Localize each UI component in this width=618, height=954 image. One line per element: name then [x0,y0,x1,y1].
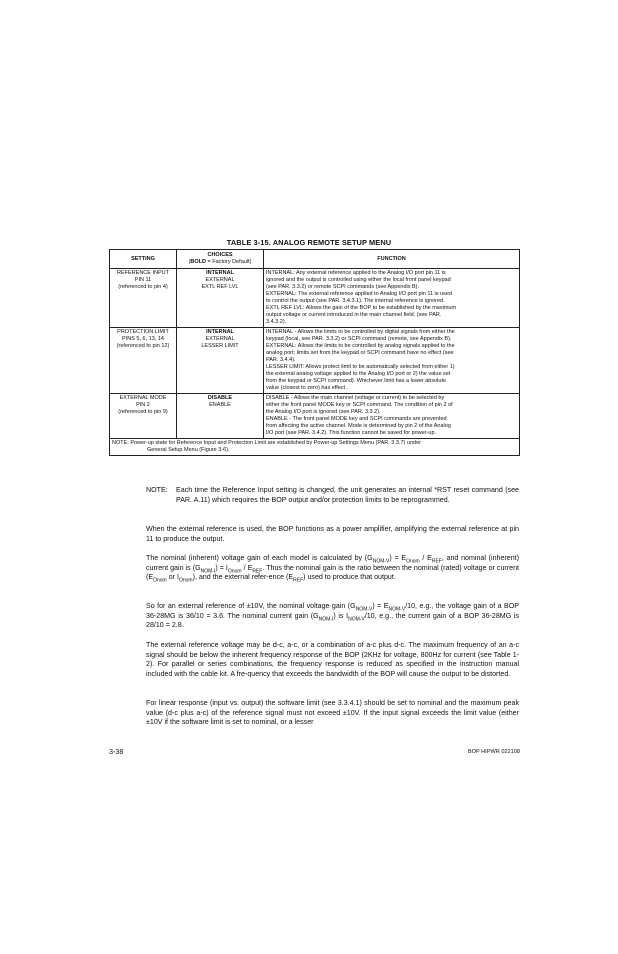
function-line: EXTL REF LVL: Allows the gain of the BOP to be established by the maximum [266,305,457,311]
setting-line: PROTECTION LIMIT [117,329,169,335]
text-run: ) = I [215,563,228,572]
text-run: . Thus the nominal gain is the ratio between the nominal (rated) voltage or current (E [146,563,520,582]
function-cell [264,394,520,439]
setting-line: REFERENCE INPUT [117,270,169,276]
subscript: Onom [227,568,242,574]
subscript: Onom [406,558,420,565]
choice-option: EXTL REF LVL [201,284,239,290]
table-title: TABLE 3-15. ANALOG REMOTE SETUP MENU [226,238,392,247]
function-line: either the front panel MODE key or SCPI command. The condition of pin 2 of [266,402,453,408]
analog-remote-setup-table [109,249,520,456]
choice-option: LESSER LIMIT [201,343,239,349]
function-line: LESSER LIMIT: Allows protect limit to be automatically selected from either 1) [266,364,455,370]
function-line: PAR. 3.4.4). [266,357,296,363]
paragraph-nominal-gain [146,554,519,583]
table-note-line1: NOTE: Power-up state for Reference Input and Protection Limit are established by Power-up Settings Menu (PAR. 3.3.7) under [112,440,421,446]
header-choices-line1: CHOICES [207,252,233,258]
setting-line: PIN 11 [134,277,152,283]
function-line: INTERNAL: Any external reference applied to the Analog I/O port pin 11 is [266,270,446,276]
function-line: 3.4.3.2). [266,319,287,325]
text-run: ) is I [333,611,349,620]
function-line: ENABLE - The front panel MODE key and SCPI commands are prevented [266,416,447,422]
function-line: value (closest to zero) has effect . [266,385,349,391]
subscript: NOM-V [372,558,390,565]
table-header-row [110,250,520,269]
function-line: EXTERNAL: Allows the limits to be controlled by analog signals applied to the [266,343,455,349]
page-number: 3-38 [109,747,124,756]
note-text: Each time the Reference Input setting is changed, the unit generates an internal *RST reset command (see PAR. A.11) which requires the BOP output and/or protection limits to be reprogrammed. [176,486,519,504]
header-factory-default: = Factory Default) [206,259,252,265]
function-line: keypad (local, see PAR. 3.3.2) or SCPI command (remote, see Appendix B). [266,336,452,342]
text-run: / E [419,554,432,562]
paren: ( [188,259,191,265]
paragraph-reference-voltage: The external reference voltage may be d-c, a-c, or a combination of a-c plus d-c. The maximum frequency of an a-c signal should be below the inherent frequency response of the BOP (2KHz for voltage, 800Hz for current (see Table 1-2). For parallel or series combinations, the frequency response is reduced as specified in the instruction manual included with the cable kit. A fre-quency that exceeds the bandwidth of the BOP will cause the output to be distorted. [146,641,519,678]
note-label: NOTE: [146,486,168,494]
function-line: to control the output (see PAR. 3.4.3.1). The internal reference is ignored. [266,298,445,304]
text-run: / E [241,563,253,572]
setting-line: EXTERNAL MODE [119,395,167,401]
table-row [110,269,520,328]
reset-note [146,486,519,505]
function-line: ignored and the output is controlled using either the local front panel keypad [266,277,451,283]
function-line: output voltage or current introduced in the main channel field. (see PAR. [266,312,442,318]
paragraph-linear-response: For linear response (input vs. output) the software limit (see 3.3.4.1) should be set to nominal and the maximum peak value (d-c plus a-c) of the reference signal must not exceed ±10V. If the input signal exceeds the limit value (either ±10V if the software limit is set to nominal, or a lesser [146,699,519,727]
subscript: NOM-V [388,606,406,613]
setting-line: PINS 5, 6, 13, 14 [122,336,164,342]
table-body [110,269,520,439]
paragraph-voltage-gain-example [146,602,519,631]
table-note [110,439,520,456]
table-row [110,394,520,439]
choices-cell [177,269,264,328]
function-line: INTERNAL - Allows the limits to be controlled by digital signals from either the [266,329,455,335]
choice-default: DISABLE [207,395,233,401]
function-line: (see PAR. 3.3.2) or remote SCPI commands (see Appendix B). [266,284,420,290]
subscript: REF [252,568,263,574]
setting-line: (referenced to pin 12) [116,343,170,349]
function-line: analog port; limits set from the keypad or SCPI command have no effect (see [266,350,454,356]
text-run: ), and the external refer-ence (E [192,573,294,582]
table-note-row [110,439,520,456]
function-line: from affecting the active channel. Mode is determined by pin 2 of the Analog [266,423,451,429]
function-cell [264,328,520,394]
choice-option: ENABLE [209,402,231,408]
choices-cell [177,328,264,394]
subscript: Onom [178,577,193,584]
table-note-line2: General Setup Menu (Figure 3-6). [147,447,230,453]
text-run: , and nominal (inherent) current gain is (G [146,554,520,572]
header-choices-line2 [179,259,261,266]
header-choices [177,250,264,269]
setting-line: (referenced to pin 4) [118,284,168,290]
setting-line: PIN 2 [136,402,150,408]
subscript: Onom [153,577,167,584]
text-run: /10, e.g., the current gain of a BOP 36-28MG is 28/10 = 2.8. [146,611,519,630]
setting-line: (referenced to pin 9) [118,409,168,415]
choice-option: EXTERNAL [205,336,235,342]
function-cell [264,269,520,328]
text-run: So for an external reference of ±10V, the nominal voltage gain (G [146,602,356,610]
text-run: /10, e.g., the voltage gain of a BOP 36-28MG is 36/10 = 3.6. The nominal current gain (G [146,602,519,620]
subscript: REF [431,558,442,565]
function-line: I/O port (see PAR. 3.4.2). This function cannot be saved for power-up. [266,430,437,436]
text-run: ) used to produce that output. [303,573,396,582]
function-line: DISABLE - Allows the main channel (voltage or current) to be selected by [266,395,445,401]
paragraph-power-amplifier: When the external reference is used, the BOP functions as a power amplifier, amplifying the external reference at pin 11 to produce the output. [146,525,519,543]
text-run: ) = E [372,602,389,610]
setting-cell [110,394,177,439]
text-run: or I [166,573,179,582]
table-row [110,328,520,394]
header-setting: SETTING [110,250,177,269]
function-line: from the keypad or SCPI command). Whichever limit has a lower absolute [266,378,447,384]
subscript: NOM-V [348,616,365,622]
subscript: NOM-V [355,606,373,613]
subscript: NOM-I [200,568,216,574]
function-line: the Analog I/O port is ignored (see PAR. 3.3.2). [266,409,381,415]
setting-cell [110,269,177,328]
function-line: the external analog voltage applied to the Analog I/O port or 2) the value set [266,371,451,377]
choice-default: INTERNAL [206,329,234,335]
header-function: FUNCTION [264,250,520,269]
subscript: REF [293,577,304,584]
text-run: ) = E [389,554,407,562]
setting-cell [110,328,177,394]
choices-cell [177,394,264,439]
document-id: BOP HIPWR 022108 [467,749,520,755]
function-line: EXTERNAL: The external reference applied to Analog I/O port pin 11 is used [266,291,452,297]
choice-option: EXTERNAL [205,277,235,283]
subscript: NOM-I [318,616,334,622]
text-run: The nominal (inherent) voltage gain of each model is calculated by (G [146,554,373,562]
choice-default: INTERNAL [206,270,234,276]
header-bold-word: BOLD [190,259,207,265]
